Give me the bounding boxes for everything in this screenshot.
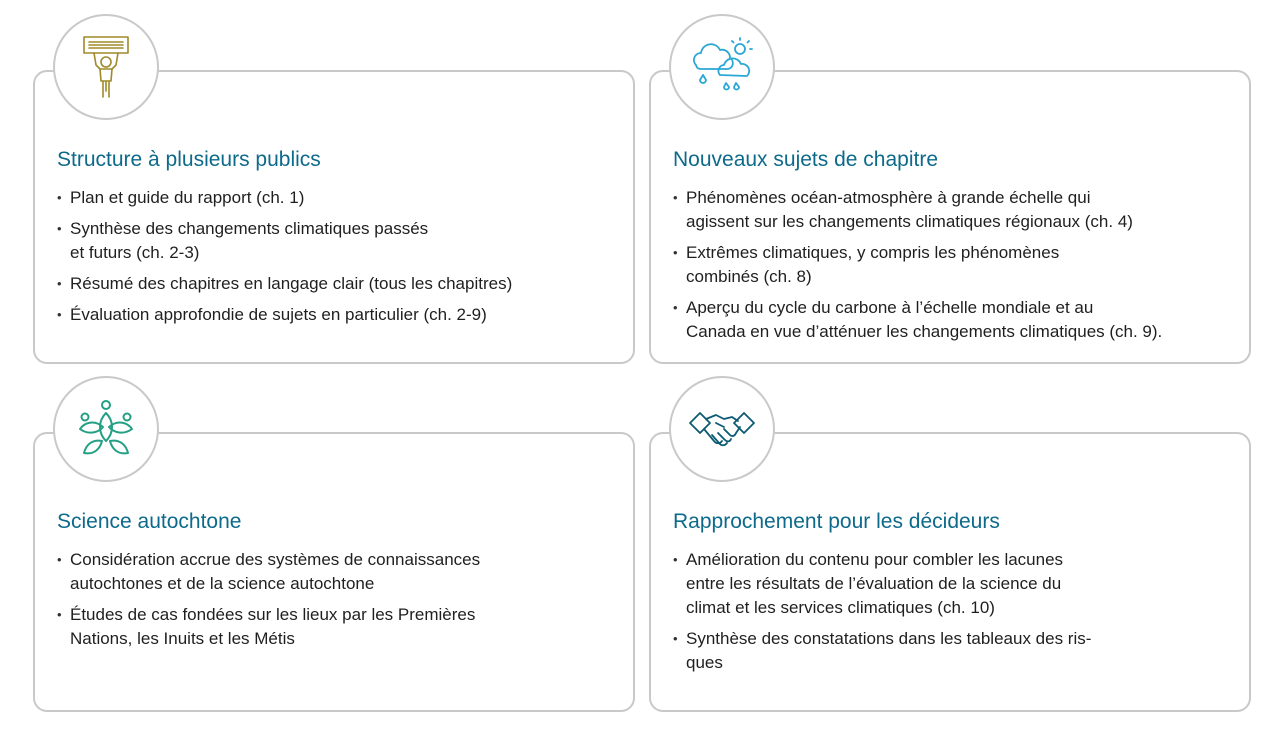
list-item: • Extrêmes climatiques, y compris les phénomènes combinés (ch. 8) — [673, 241, 1229, 289]
handshake-icon — [686, 393, 758, 465]
list-item: • Amélioration du contenu pour combler les lacunes entre les résultats de l’évaluation de la science du climat et les services climatiques (ch. 10) — [673, 548, 1229, 620]
list-item: • Synthèse des changements climatiques passés et futurs (ch. 2-3) — [57, 217, 613, 265]
card-new-topics — [649, 70, 1251, 364]
cloud-rain-sun-icon — [686, 31, 758, 103]
badge-circle — [669, 376, 775, 482]
card-multi-audience — [33, 70, 635, 364]
list-item: • Considération accrue des systèmes de connaissances autochtones et de la science autochtone — [57, 548, 613, 596]
bullet-list — [673, 548, 1229, 682]
list-item: • Plan et guide du rapport (ch. 1) — [57, 186, 613, 210]
badge-circle — [669, 14, 775, 120]
list-item: • Synthèse des constatations dans les tableaux des ris- ques — [673, 627, 1229, 675]
card-title: Science autochtone — [57, 510, 242, 533]
protester-sign-icon — [70, 31, 142, 103]
list-item: • Phénomènes océan-atmosphère à grande échelle qui agissent sur les changements climatiques régionaux (ch. 4) — [673, 186, 1229, 234]
bullet-list — [57, 186, 613, 334]
card-title: Nouveaux sujets de chapitre — [673, 148, 938, 171]
bullet-list — [57, 548, 613, 658]
bullet-list — [673, 186, 1229, 351]
card-title: Rapprochement pour les décideurs — [673, 510, 1000, 533]
list-item: • Études de cas fondées sur les lieux par les Premières Nations, les Inuits et les Métis — [57, 603, 613, 651]
card-title: Structure à plusieurs publics — [57, 148, 321, 171]
card-decision-makers — [649, 432, 1251, 712]
card-indigenous-science — [33, 432, 635, 712]
leaves-people-icon — [70, 393, 142, 465]
list-item: • Aperçu du cycle du carbone à l’échelle mondiale et au Canada en vue d’atténuer les changements climatiques (ch. 9). — [673, 296, 1229, 344]
list-item: • Résumé des chapitres en langage clair (tous les chapitres) — [57, 272, 613, 296]
badge-circle — [53, 376, 159, 482]
badge-circle — [53, 14, 159, 120]
list-item: • Évaluation approfondie de sujets en particulier (ch. 2-9) — [57, 303, 613, 327]
